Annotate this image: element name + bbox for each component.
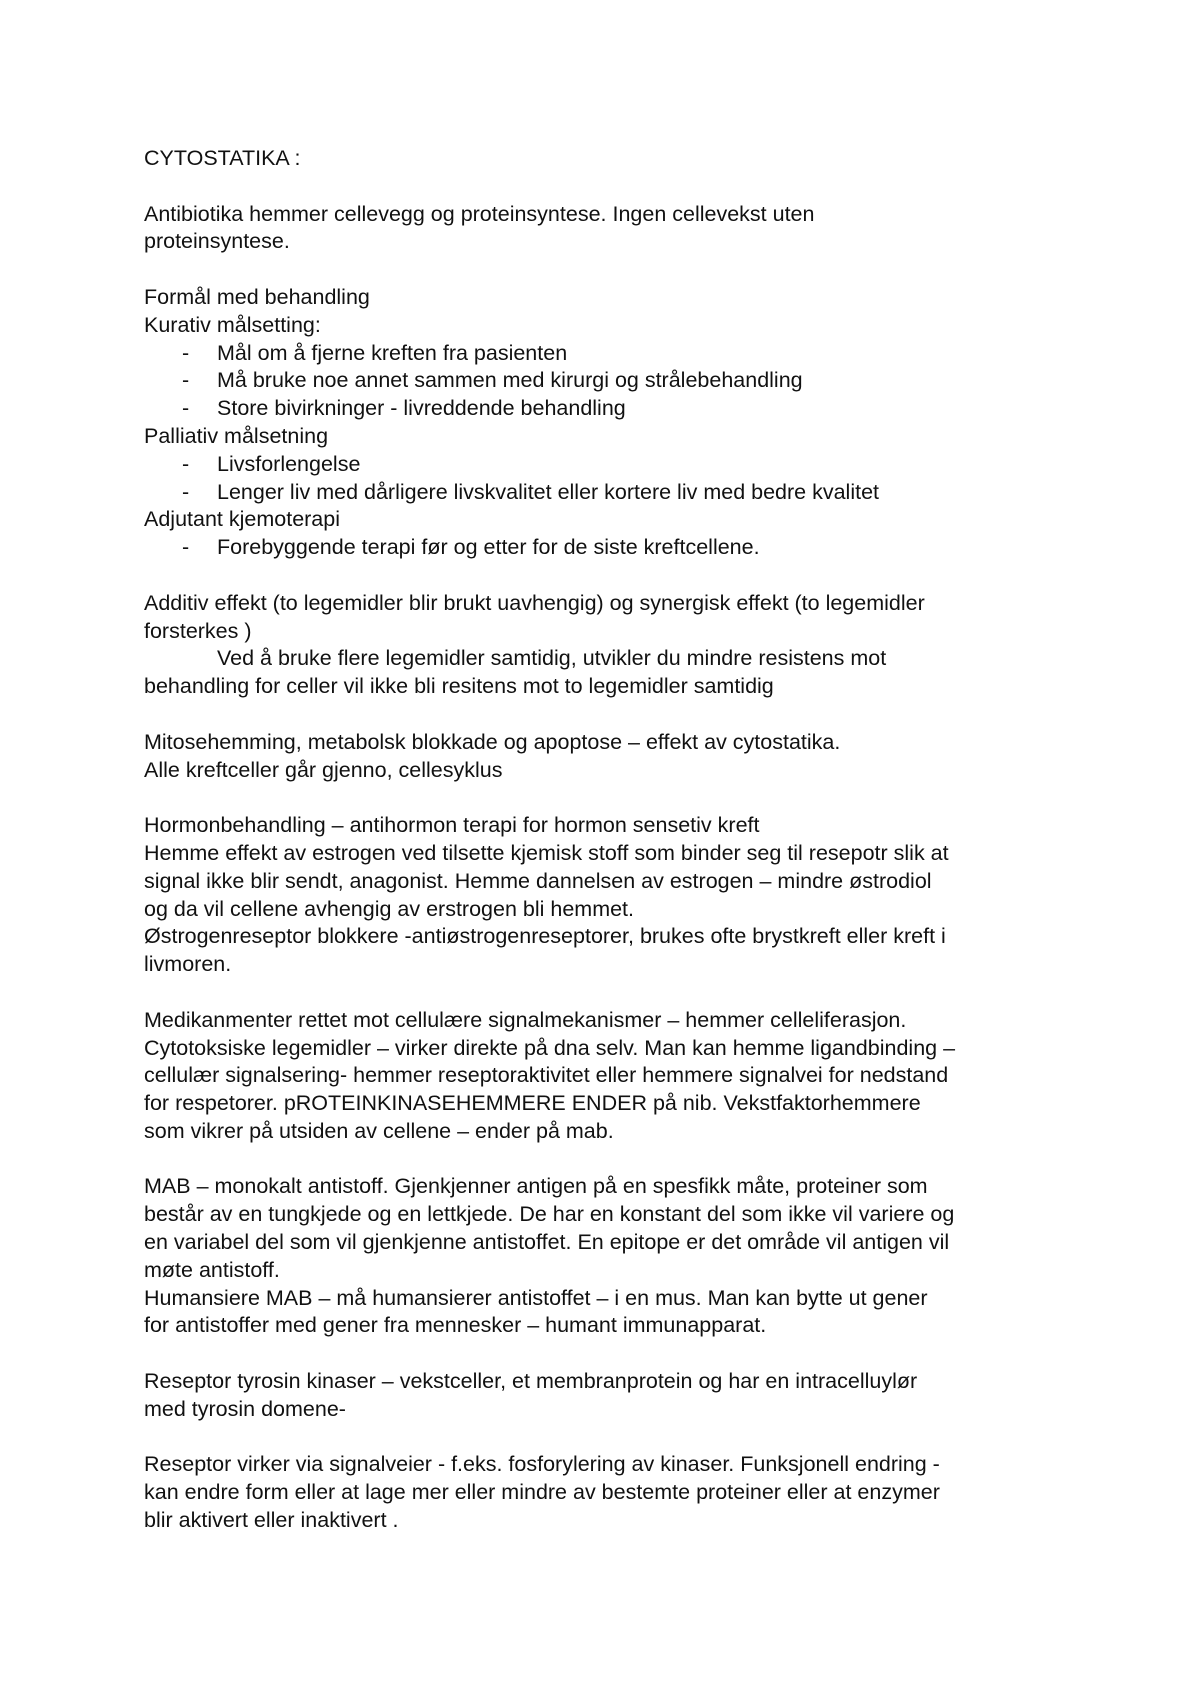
curative-heading: Kurativ målsetting: bbox=[144, 312, 321, 337]
hormone-line: signal ikke blir sendt, anagonist. Hemme dannelsen av estrogen – mindre østrodiol bbox=[144, 868, 932, 893]
hormone-line: livmoren. bbox=[144, 952, 232, 977]
spacer bbox=[144, 173, 1074, 201]
palliative-bullet bbox=[144, 451, 1074, 479]
bullet-dash: - bbox=[182, 451, 190, 476]
bullet-text: Må bruke noe annet sammen med kirurgi og strålebehandling bbox=[217, 368, 803, 393]
signal-line: Cytotoksiske legemidler – virker direkte på dna selv. Man kan hemme ligandbinding – bbox=[144, 1035, 956, 1060]
tyrosine-line: med tyrosin domene- bbox=[144, 1396, 346, 1421]
hormone-line: Hemme effekt av estrogen ved tilsette kjemisk stoff som binder seg til resepotr slik at bbox=[144, 840, 949, 865]
mab-line: møte antistoff. bbox=[144, 1257, 280, 1282]
signal-line: cellulær signalsering- hemmer reseptoraktivitet eller hemmere signalvei for nedstand bbox=[144, 1063, 949, 1088]
mab-line: en variabel del som vil gjenkjenne antistoffet. En epitope er det område vil antigen vil bbox=[144, 1230, 950, 1255]
additive-line: behandling for celler vil ikke bli resitens mot to legemidler samtidig bbox=[144, 674, 774, 699]
bullet-text: Lenger liv med dårligere livskvalitet eller kortere liv med bedre kvalitet bbox=[217, 479, 880, 504]
purpose-heading: Formål med behandling bbox=[144, 284, 370, 309]
bullet-dash: - bbox=[182, 479, 190, 504]
signal-line: for respetorer. pROTEINKINASEHEMMERE ENDER på nib. Vekstfaktorhemmere bbox=[144, 1091, 921, 1116]
mitosis-line: Alle kreftceller går gjenno, cellesyklus bbox=[144, 757, 503, 782]
tyrosine-line: Reseptor tyrosin kinaser – vekstceller, et membranprotein og har en intracelluylør bbox=[144, 1369, 918, 1394]
receptor-line: blir aktivert eller inaktivert . bbox=[144, 1508, 399, 1533]
spacer bbox=[144, 1340, 1074, 1368]
mitosis-line: Mitosehemming, metabolsk blokkade og apoptose – effekt av cytostatika. bbox=[144, 729, 841, 754]
mab-line: består av en tungkjede og en lettkjede. De har en konstant del som ikke vil variere og bbox=[144, 1202, 955, 1227]
bullet-dash: - bbox=[182, 368, 190, 393]
spacer bbox=[144, 562, 1074, 590]
document-title: CYTOSTATIKA : bbox=[144, 146, 301, 170]
bullet-text: Livsforlengelse bbox=[217, 451, 361, 476]
receptor-line: Reseptor virker via signalveier - f.eks. fosforylering av kinaser. Funksjonell endring - bbox=[144, 1452, 940, 1477]
palliative-bullet bbox=[144, 479, 1074, 507]
hormone-line: Hormonbehandling – antihormon terapi for hormon sensetiv kreft bbox=[144, 813, 760, 838]
hormone-line: Østrogenreseptor blokkere -antiøstrogenreseptorer, brukes ofte brystkreft eller kreft i bbox=[144, 924, 946, 949]
spacer bbox=[144, 784, 1074, 812]
mab-line: for antistoffer med gener fra mennesker – humant immunapparat. bbox=[144, 1313, 767, 1338]
curative-bullet bbox=[144, 395, 1074, 423]
mab-line: MAB – monokalt antistoff. Gjenkjenner antigen på en spesfikk måte, proteiner som bbox=[144, 1174, 928, 1199]
spacer bbox=[144, 979, 1074, 1007]
curative-bullet bbox=[144, 367, 1074, 395]
receptor-line: kan endre form eller at lage mer eller mindre av bestemte proteiner eller at enzymer bbox=[144, 1480, 940, 1505]
adjuvant-heading: Adjutant kjemoterapi bbox=[144, 507, 340, 532]
spacer bbox=[144, 1424, 1074, 1452]
intro-line: proteinsyntese. bbox=[144, 229, 290, 254]
additive-line: Additiv effekt (to legemidler blir brukt uavhengig) og synergisk effekt (to legemidler bbox=[144, 590, 925, 615]
palliative-heading: Palliativ målsetning bbox=[144, 423, 329, 448]
spacer bbox=[144, 701, 1074, 729]
bullet-text: Forebyggende terapi før og etter for de siste kreftcellene. bbox=[217, 535, 760, 560]
spacer bbox=[144, 256, 1074, 284]
signal-line: Medikanmenter rettet mot cellulære signalmekanismer – hemmer celleliferasjon. bbox=[144, 1007, 907, 1032]
document-body bbox=[144, 145, 1074, 1535]
mab-line: Humansiere MAB – må humansierer antistoffet – i en mus. Man kan bytte ut gener bbox=[144, 1285, 928, 1310]
bullet-text: Store bivirkninger - livreddende behandling bbox=[217, 396, 626, 421]
signal-line: som vikrer på utsiden av cellene – ender på mab. bbox=[144, 1118, 614, 1143]
bullet-dash: - bbox=[182, 396, 190, 421]
bullet-dash: - bbox=[182, 340, 190, 365]
spacer bbox=[144, 1146, 1074, 1174]
additive-line-indented: Ved å bruke flere legemidler samtidig, utvikler du mindre resistens mot bbox=[217, 646, 887, 671]
bullet-text: Mål om å fjerne kreften fra pasienten bbox=[217, 340, 568, 365]
hormone-line: og da vil cellene avhengig av erstrogen bli hemmet. bbox=[144, 896, 635, 921]
bullet-dash: - bbox=[182, 535, 190, 560]
curative-bullet bbox=[144, 340, 1074, 368]
intro-line: Antibiotika hemmer cellevegg og proteinsyntese. Ingen cellevekst uten bbox=[144, 201, 815, 226]
additive-line: forsterkes ) bbox=[144, 618, 252, 643]
adjuvant-bullet bbox=[144, 534, 1074, 562]
